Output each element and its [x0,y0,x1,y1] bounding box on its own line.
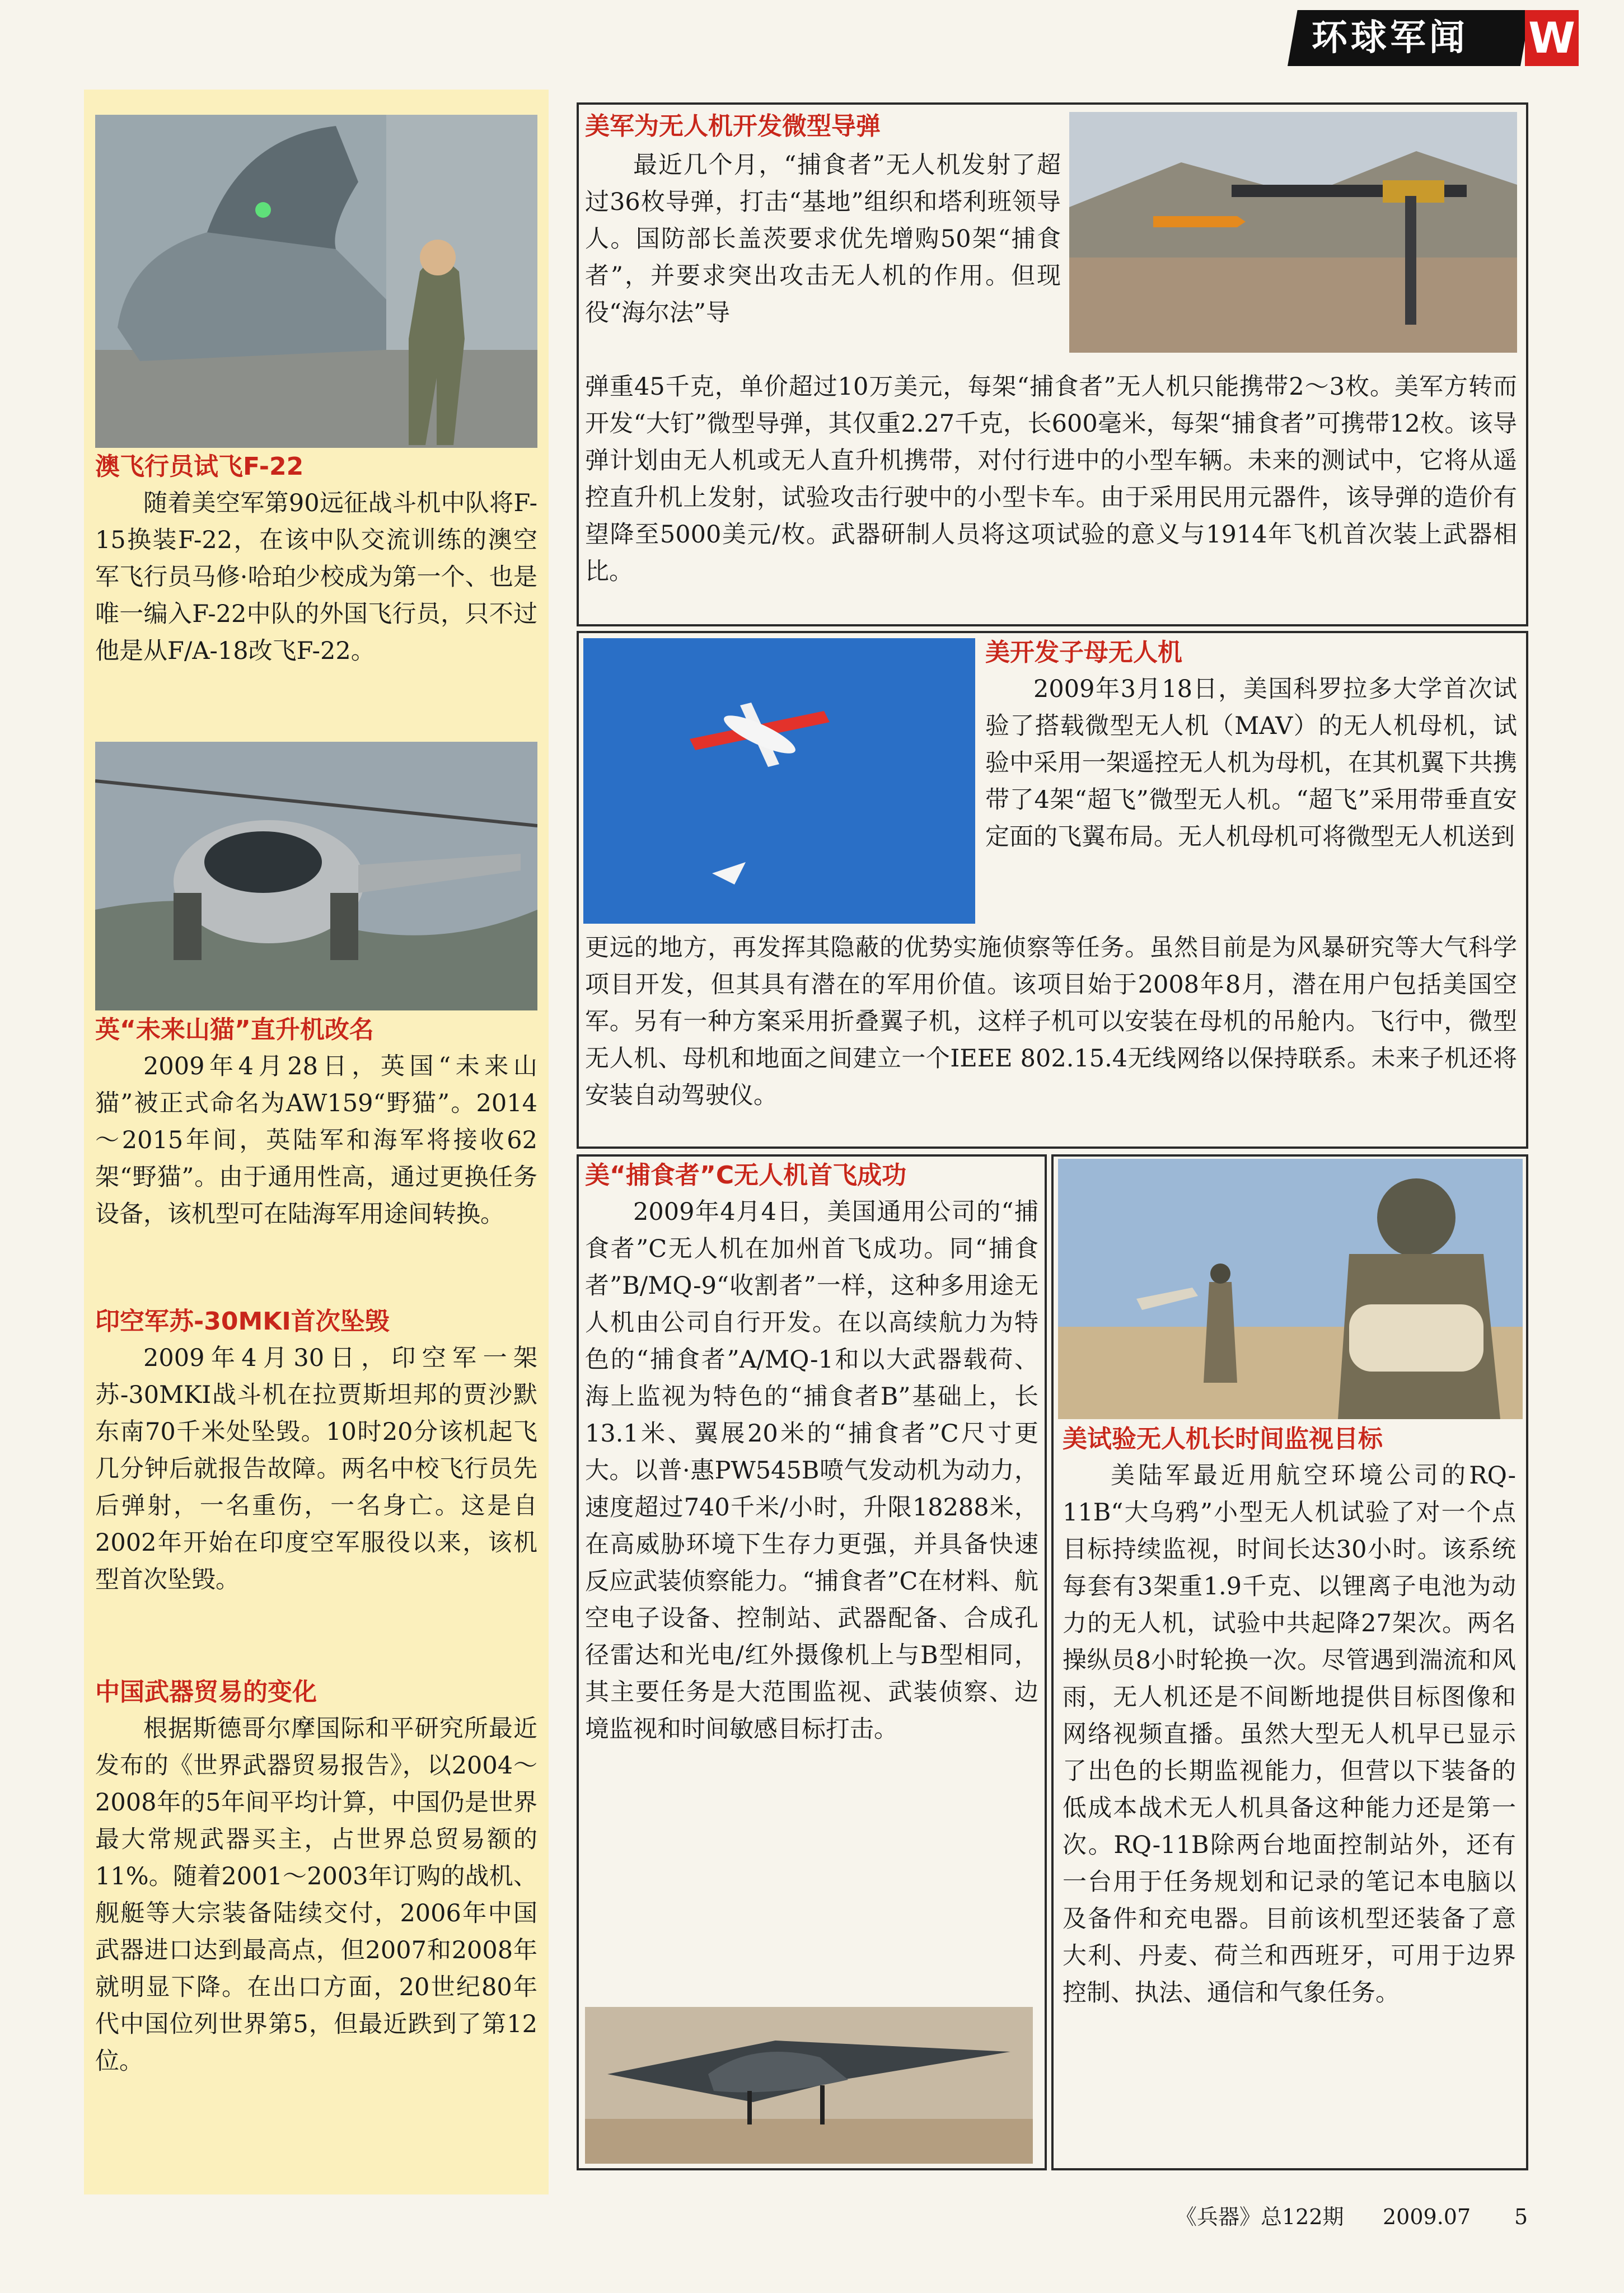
mothership-title: 美开发子母无人机 [985,638,1182,667]
photo-f22-pilot [95,115,537,448]
missile-title: 美军为无人机开发微型导弹 [585,112,881,141]
trade-title: 中国武器贸易的变化 [95,1678,317,1706]
su30-body: 2009年4月30日，印空军一架苏-30MKI战斗机在拉贾斯坦邦的贾沙默东南70千米处坠毁。10时20分该机起飞几分钟后就报告故障。两名中校飞行员先后弹射，一名重伤，一名身亡。这是自2002年开始在印度空军服役以来，该机型首次坠毁。 [95,1344,537,1594]
page-number: 5 [1514,2205,1528,2229]
trade-body: 根据斯德哥尔摩国际和平研究所最近发布的《世界武器贸易报告》，以2004～2008年的5年间平均计算，中国仍是世界最大常规武器买主，占世界总贸易额的11%。随着2001～2003年订购的战机、舰艇等大宗装备陆续交付，2006年中国武器进口达到最高点，但2007和2008年就明显下降。在出口方面，20世纪80年代中国位列世界第5，但最近跌到了第12位。 [95,1715,537,2075]
surveillance-body: 美陆军最近用航空环境公司的RQ-11B“大乌鸦”小型无人机试验了对一个点目标持续监视，时间长达30小时。该系统每套有3架重1.9千克、以锂离子电池为动力的无人机，试验中共起降27架次。两名操纵员8小时轮换一次。尽管遇到湍流和风雨，无人机还是不间断地提供目标图像和网络视频直播。虽然大型无人机早已显示了出色的长期监视能力，但营以下装备的低成本战术无人机具备这种能力还是第一次。RQ-11B除两台地面控制站外，还有一台用于任务规划和记录的笔记本电脑以及备件和充电器。目前该机型还装备了意大利、丹麦、荷兰和西班牙，可用于边界控制、执法、通信和气象任务。 [1063,1462,1516,2007]
footer-date: 2009.07 [1383,2205,1471,2229]
predator-c-body: 2009年4月4日，美国通用公司的“捕食者”C无人机在加州首飞成功。同“捕食者”B/MQ-9“收割者”一样，这种多用途无人机由公司自行开发。在以高续航力为特色的“捕食者”A/MQ-1和以大武器载荷、海上监视为特色的“捕食者B”基础上，长13.1米、翼展20米的“捕食者”C尺寸更大。以普·惠PW545B喷气发动机为动力，速度超过740千米/小时，升限18288米，在高威胁环境下生存力更强，并具备快速反应武装侦察能力。“捕食者”C在材料、航空电子设备、控制站、武器配备、合成孔径雷达和光电/红外摄像机上与B型相同，其主要任务是大范围监视、武装侦察、边境监视和时间敏感目标打击。 [585,1198,1038,1743]
photo-mothership-uav [583,638,975,924]
mothership-body-top: 2009年3月18日，美国科罗拉多大学首次试验了搭载微型无人机（MAV）的无人机母机，试验中采用一架遥控无人机为母机，在其机翼下共携带了4架“超飞”微型无人机。“超飞”采用带垂直安定面的飞翼布局。无人机母机可将微型无人机送到 [985,675,1517,851]
predator-c-title: 美“捕食者”C无人机首飞成功 [585,1161,907,1190]
su30-title: 印空军苏-30MKI首次坠毁 [95,1307,390,1336]
f22-title: 澳飞行员试飞F-22 [95,452,304,481]
section-badge-dark [1288,10,1531,66]
mothership-body-bottom: 更远的地方，再发挥其隐蔽的优势实施侦察等任务。虽然目前是为风暴研究等大气科学项目开发，但其具有潜在的军用价值。该项目始于2008年8月，潜在用户包括美国空军。另有一种方案采用折叠翼子机，这样子机可以安装在母机的吊舱内。飞行中，微型无人机、母机和地面之间建立一个IEEE 802.15.4无线网络以保持联系。未来子机还将安装自动驾驶仪。 [585,934,1517,1110]
section-badge-letter: W [1525,10,1579,66]
f22-body: 随着美空军第90远征战斗机中队将F-15换装F-22，在该中队交流训练的澳空军飞行员马修·哈珀少校成为第一个、也是唯一编入F-22中队的外国飞行员，只不过他是从F/A-18改飞F-22。 [95,489,537,665]
photo-missile-launcher [1069,112,1517,353]
missile-body-bottom: 弹重45千克，单价超过10万美元，每架“捕食者”无人机只能携带2～3枚。美军方转而开发“大钉”微型导弹，其仅重2.27千克，长600毫米，每架“捕食者”可携带12枚。该导弹计划由无人机或无人直升机携带，对付行进中的小型车辆。未来的测试中，它将从遥控直升机上发射，试验攻击行驶中的小型卡车。由于采用民用元器件，该导弹的造价有望降至5000美元/枚。武器研制人员将这项试验的意义与1914年飞机首次装上武器相比。 [585,373,1517,586]
photo-soldiers-raven [1058,1159,1523,1419]
photo-wildcat-helicopter [95,742,537,1010]
wildcat-title: 英“未来山猫”直升机改名 [95,1016,374,1044]
section-title: 环球军闻 [1311,17,1468,59]
missile-body-top: 最近几个月，“捕食者”无人机发射了超过36枚导弹，打击“基地”组织和塔利班领导人。国防部长盖茨要求优先增购50架“捕食者”，并要求突出攻击无人机的作用。但现役“海尔法”导 [585,151,1061,327]
wildcat-body: 2009年4月28日，英国“未来山猫”被正式命名为AW159“野猫”。2014～2015年间，英陆军和海军将接收62架“野猫”。由于通用性高，通过更换任务设备，该机型可在陆海军用途间转换。 [95,1052,537,1228]
section-badge [1288,10,1579,66]
footer-magazine: 《兵器》总122期 [1176,2205,1344,2229]
photo-predator-c [585,2007,1033,2164]
surveillance-title: 美试验无人机长时间监视目标 [1063,1425,1383,1453]
